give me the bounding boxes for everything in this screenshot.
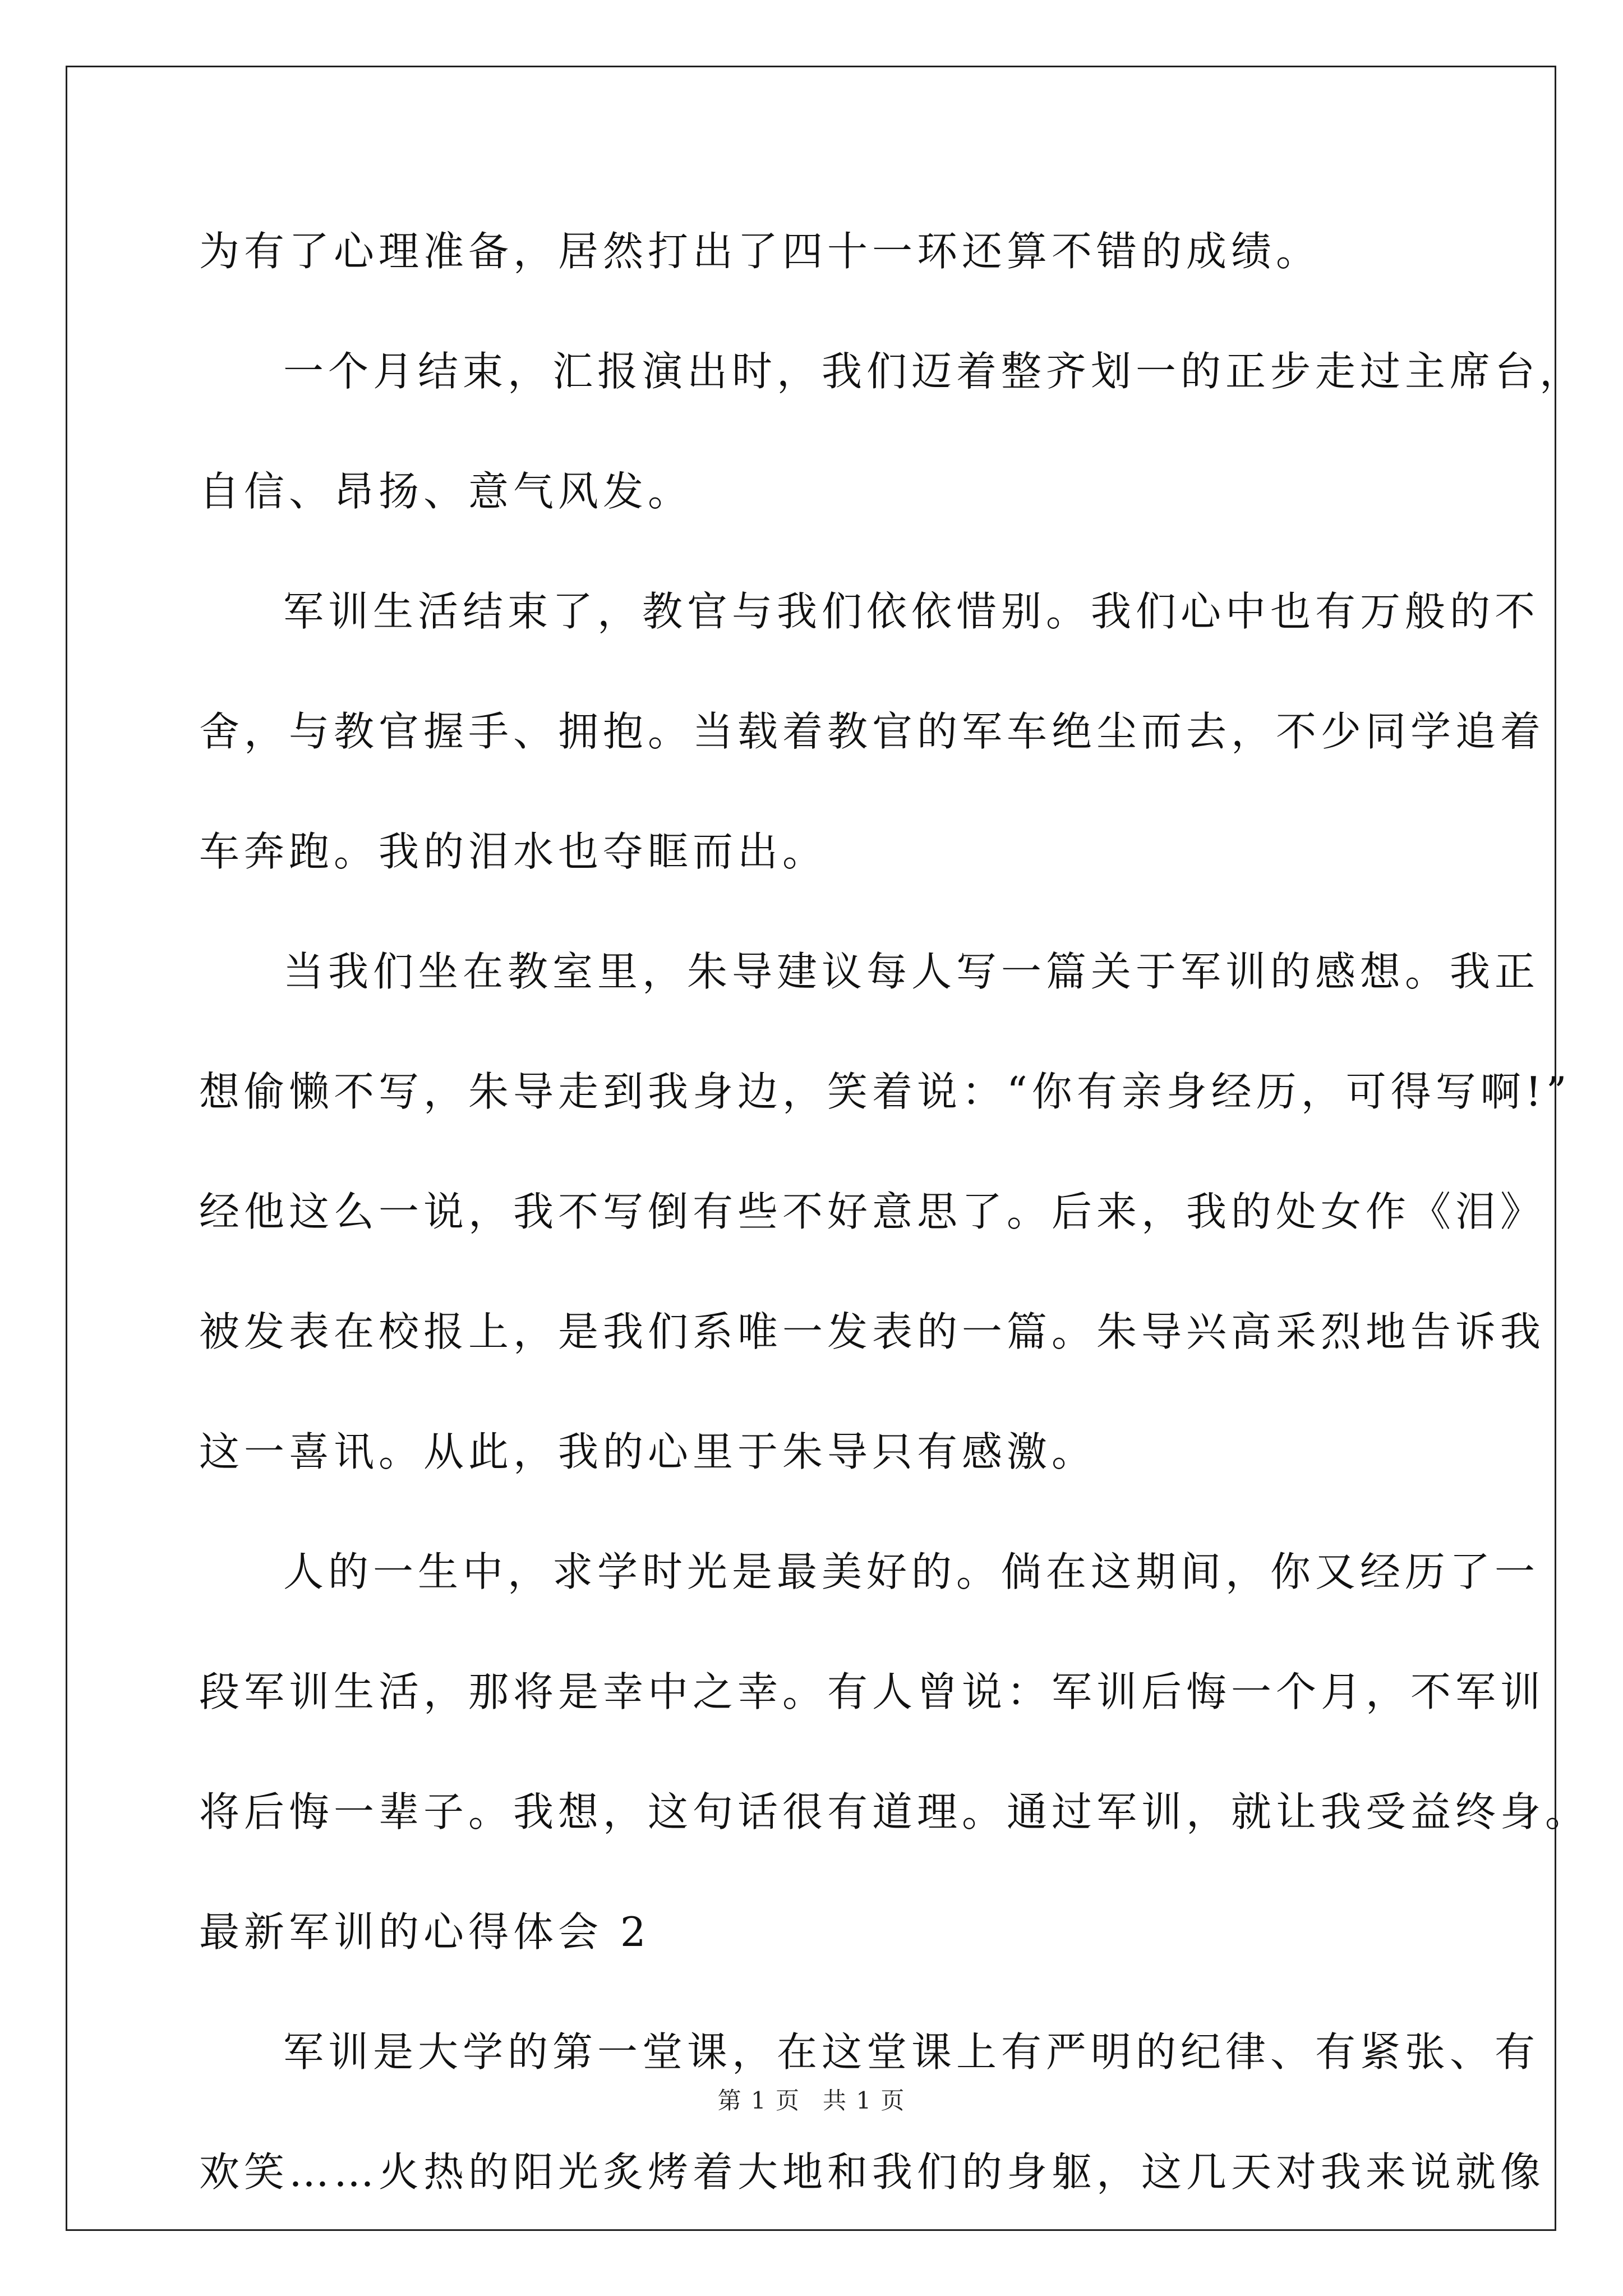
text-line: 被发表在校报上，是我们系唯一发表的一篇。朱导兴高采烈地告诉我 xyxy=(199,1308,1546,1355)
page-footer xyxy=(0,2082,1623,2116)
text-line: 段军训生活，那将是幸中之幸。有人曾说：军训后悔一个月，不军训 xyxy=(199,1668,1546,1715)
text-line: 想偷懒不写，朱导走到我身边，笑着说：“你有亲身经历，可得写啊!” xyxy=(199,1068,1571,1115)
text-line: 一个月结束，汇报演出时，我们迈着整齐划一的正步走过主席台， xyxy=(283,348,1585,395)
text-line: 将后悔一辈子。我想，这句话很有道理。通过军训，就让我受益终身。 xyxy=(199,1788,1590,1835)
text-line: 车奔跑。我的泪水也夺眶而出。 xyxy=(199,828,828,875)
page-number: 第 1 页 xyxy=(717,2087,800,2114)
text-line: 舍，与教官握手、拥抱。当载着教官的军车绝尘而去，不少同学追着 xyxy=(199,708,1546,755)
text-line: 军训是大学的第一堂课，在这堂课上有严明的纪律、有紧张、有 xyxy=(283,2028,1540,2076)
text-line: 这一喜讯。从此，我的心里于朱导只有感激。 xyxy=(199,1428,1097,1475)
text-line: 当我们坐在教室里，朱导建议每人写一篇关于军训的感想。我正 xyxy=(283,948,1540,995)
text-line: 自信、昂扬、意气风发。 xyxy=(199,468,693,515)
text-line: 为有了心理准备，居然打出了四十一环还算不错的成绩。 xyxy=(199,228,1321,275)
text-line: 人的一生中，求学时光是最美好的。倘在这期间，你又经历了一 xyxy=(283,1548,1540,1595)
text-line: 经他这么一说，我不写倒有些不好意思了。后来，我的处女作《泪》 xyxy=(199,1188,1546,1235)
text-line: 军训生活结束了，教官与我们依依惜别。我们心中也有万般的不 xyxy=(283,588,1540,635)
section-heading: 最新军训的心得体会 2 xyxy=(199,1908,651,1955)
document-body xyxy=(199,218,1590,2258)
text-line: 欢笑……火热的阳光炙烤着大地和我们的身躯，这几天对我来说就像 xyxy=(199,2148,1546,2196)
page-total: 共 1 页 xyxy=(823,2087,906,2114)
